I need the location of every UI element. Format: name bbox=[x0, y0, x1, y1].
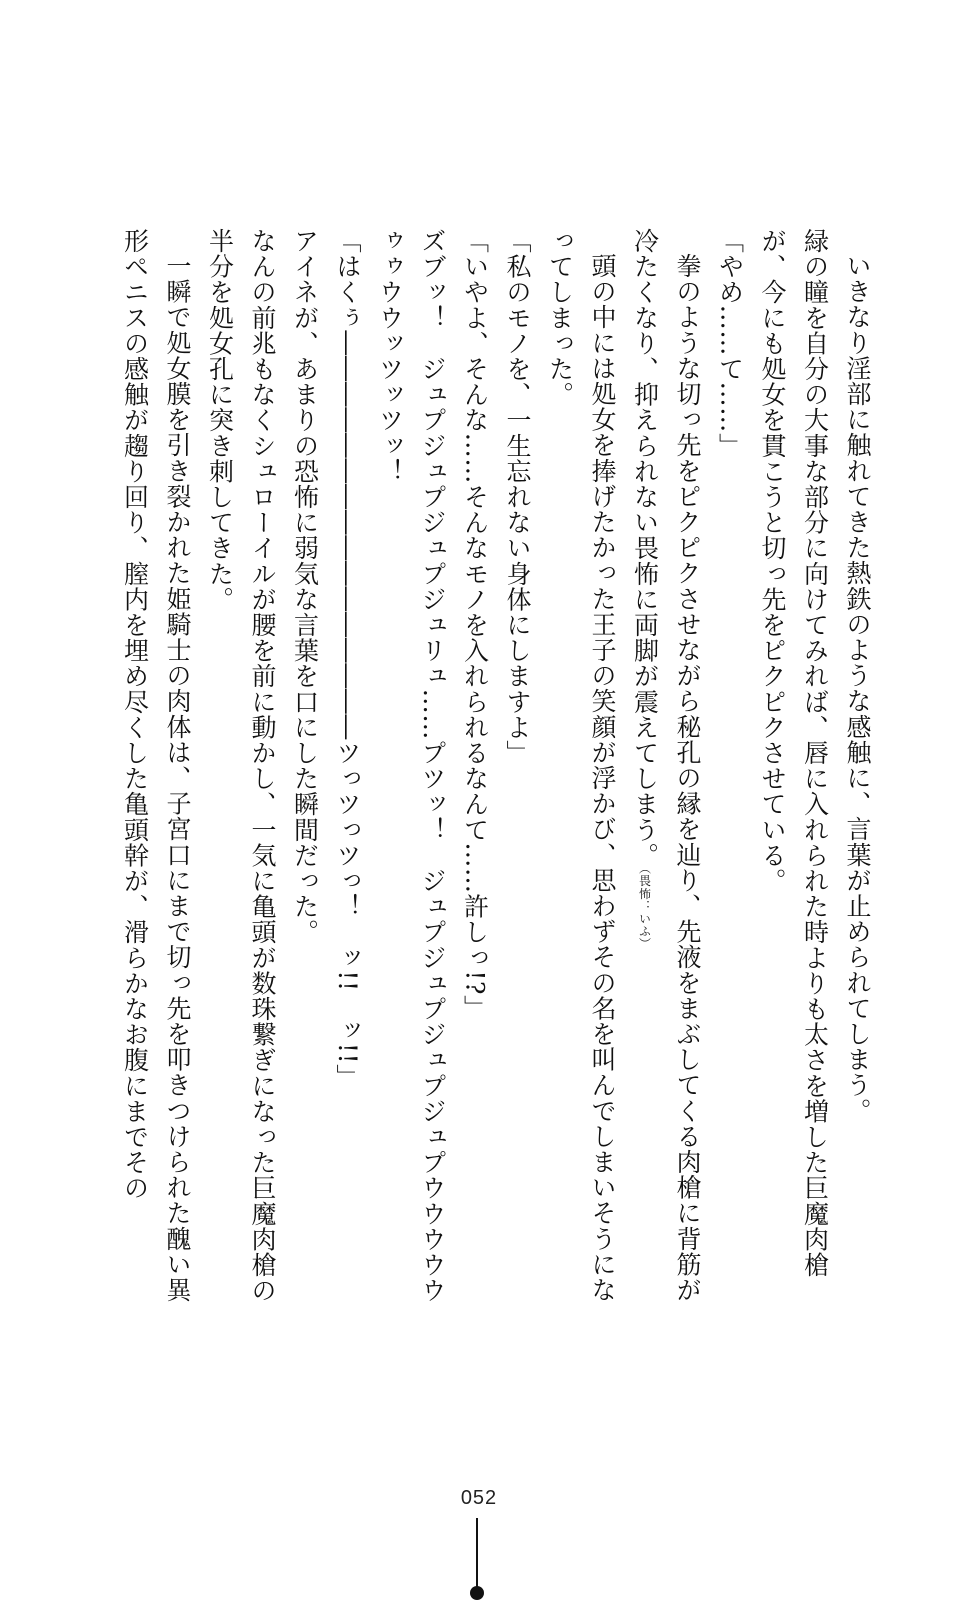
paragraph-11: なんの前兆もなくシュローイルが腰を前に動かし、一気に亀頭が数珠繋ぎになった巨魔肉槍の半分を処女孔に突き刺してきた。 bbox=[205, 228, 277, 1304]
paragraph-7: 「いやよ、そんな……そんなモノを入れられるなんて……許しっ!?」 bbox=[460, 228, 490, 1021]
vertical-text-body bbox=[78, 228, 878, 1308]
ruby-reading-text: いふ bbox=[637, 912, 652, 938]
ruby-base: 畏怖 bbox=[637, 874, 652, 900]
marker-line bbox=[476, 1518, 478, 1590]
paragraph-5: 頭の中には処女を捧げたかった王子の笑顔が浮かび、思わずその名を叫んでしまいそうになってしまった。 bbox=[545, 228, 617, 1303]
marker-dot bbox=[470, 1586, 484, 1600]
ruby-reading: （畏怖：いふ） bbox=[637, 868, 652, 951]
page-number: 052 bbox=[460, 1487, 498, 1509]
paragraph-3: 「やめ……て……」 bbox=[715, 228, 745, 459]
paragraph-6: 「私のモノを、一生忘れない身体にしますよ」 bbox=[503, 228, 532, 766]
paragraph-12: 一瞬で処女膜を引き裂かれた姫騎士の肉体は、子宮口にまで切っ先を叩きつけられた醜い異形ペニスの感触が趨り回り、膣内を埋め尽くした亀頭幹が、滑らかなお腹にまでその bbox=[120, 228, 192, 1303]
paragraph-4 bbox=[623, 228, 708, 1308]
paragraph-10: アイネが、あまりの恐怖に弱気な言葉を口にした瞬間だった。 bbox=[290, 228, 320, 945]
paragraph-2: 緑の瞳を自分の大事な部分に向けてみれば、唇に入れられた時よりも太さを増した巨魔肉槍が、今にも処女を貫こうと切っ先をピクピクさせている。 bbox=[758, 228, 830, 1278]
paragraph-1: いきなり淫部に触れてきた熱鉄のような感触に、言葉が止められてしまう。 bbox=[843, 253, 872, 1124]
paragraph-9: 「はくぅ――――――――――――――――ツっツっツっ！ ッ!! ッ!!」 bbox=[333, 228, 362, 1090]
paragraph-4-text: 拳のような切っ先をピクピクさせながら秘孔の縁を辿り、先液をまぶしてくる肉槍に背筋が冷たくなり、抑えられない畏怖に両脚が震えてしまう。 bbox=[630, 228, 702, 1303]
paragraph-8: ズブッ！ ジュプジュプジュプジュリュ……プツッ！ ジュプジュプジュプジュプウウウウウゥゥウウッツッツッ！ bbox=[375, 228, 447, 1304]
page-marker-icon bbox=[470, 1518, 484, 1600]
